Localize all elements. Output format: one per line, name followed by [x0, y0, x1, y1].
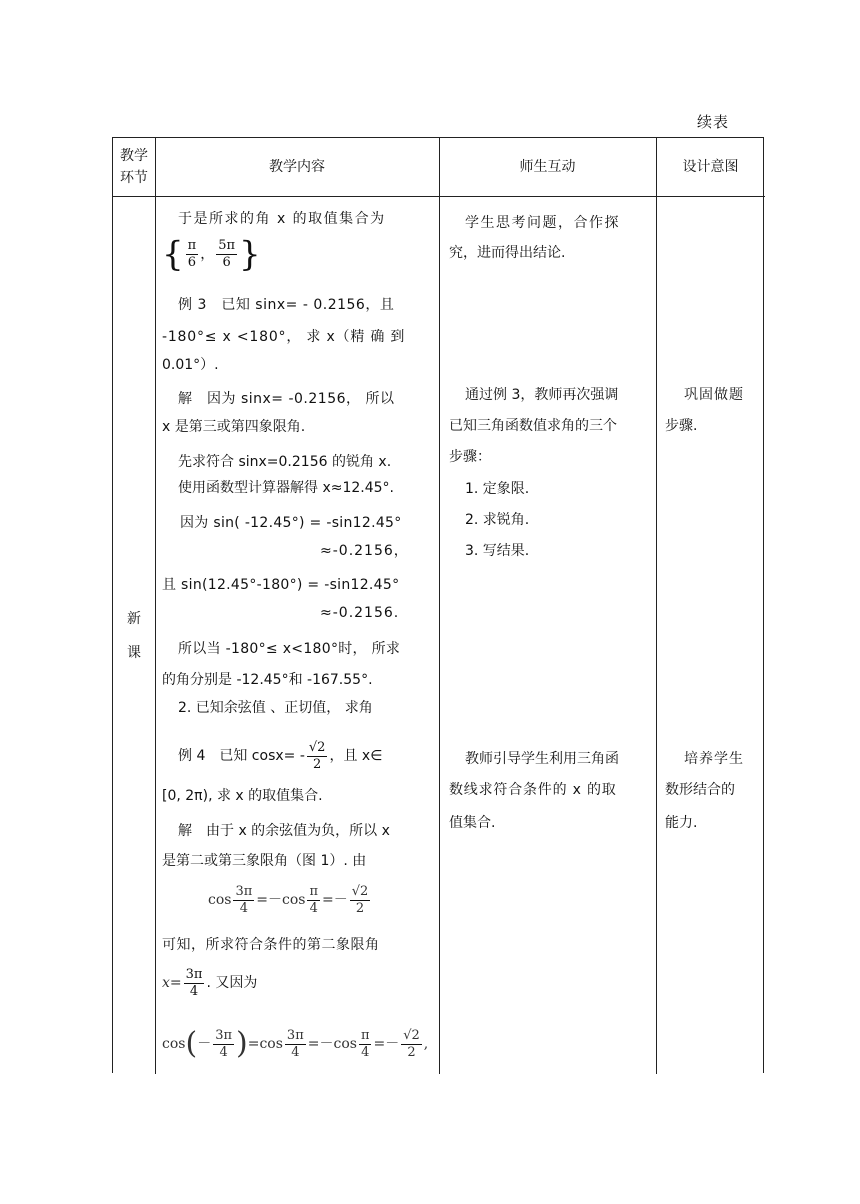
intent-line: 数形结合的: [665, 782, 735, 798]
fraction: $\frac{√2}{2}$: [403, 1027, 420, 1060]
fraction: $\frac{√2}{2}$: [351, 883, 369, 916]
interaction-line: 通过例 3，教师再次强调: [465, 387, 619, 403]
content-line: 先求符合 sinx=0.2156 的锐角 x.: [178, 454, 392, 470]
fraction: $\frac{\pi}{6}$: [187, 238, 197, 270]
section-heading: 2. 已知余弦值 、正切值， 求角: [178, 700, 373, 716]
content-line: 解 由于 x 的余弦值为负，所以 x: [178, 823, 390, 839]
interaction-step: 1. 定象限.: [465, 481, 530, 497]
content-line: x = $\frac{3\pi}{4}$ . 又因为: [162, 966, 258, 999]
intent-line: 步骤.: [665, 418, 698, 434]
continued-label: 续表: [697, 113, 730, 131]
formula-cos-3pi-4: cos $\frac{3\pi}{4}$ =－cos $\frac{\pi}{4}$ =－ $\frac{√2}{2}$: [208, 883, 369, 916]
content-line: 的角分别是 -12.45°和 -167.55°.: [162, 672, 373, 688]
content-line: -180°≤ x <180°， 求 x（精 确 到: [162, 329, 406, 345]
header-divider: [113, 196, 765, 197]
fraction: $\frac{\pi}{4}$: [360, 1027, 370, 1060]
content-line: 因为 sin( -12.45°) = -sin12.45°: [180, 515, 402, 531]
content-line: 于是所求的角 x 的取值集合为: [178, 211, 386, 227]
interaction-line: 教师引导学生利用三角函: [465, 751, 619, 767]
stage-char: 课: [127, 645, 141, 661]
content-line: 例 4 已知 cosx= - $\frac{√2}{2}$ ，且 x∈: [178, 739, 383, 772]
interaction-step: 3. 写结果.: [465, 543, 530, 559]
fraction: $\frac{3\pi}{4}$: [215, 1027, 233, 1060]
content-line: 是第二或第三象限角（图 1）. 由: [162, 853, 367, 869]
header-intent: 设计意图: [682, 159, 739, 175]
content-line: 且 sin(12.45°-180°) = -sin12.45°: [162, 577, 400, 593]
formula-cos-neg-3pi-4: cos ( － $\frac{3\pi}{4}$ ) =cos $\frac{3\pi}{4}$ =－cos $\frac{\pi}{4}$ =－ $\frac{√2}{2}$ ,: [162, 1026, 429, 1061]
fraction: $\frac{√2}{2}$: [308, 739, 326, 772]
header-interaction: 师生互动: [519, 159, 576, 175]
fraction: $\frac{3\pi}{4}$: [235, 883, 253, 916]
content-line: 可知，所求符合条件的第二象限角: [162, 937, 380, 953]
column-divider: [439, 138, 440, 1074]
intent-line: 巩固做题: [684, 387, 744, 403]
content-line: [0, 2π), 求 x 的取值集合.: [162, 788, 323, 804]
interaction-line: 值集合.: [449, 815, 496, 831]
solution-set: { $\frac{\pi}{6}$ ， $\frac{5\pi}{6}$ }: [162, 234, 261, 275]
content-line: 解 因为 sinx= -0.2156， 所以: [178, 391, 395, 407]
fraction: $\frac{5\pi}{6}$: [218, 238, 236, 270]
content-line: x 是第三或第四象限角.: [162, 419, 306, 435]
header-content: 教学内容: [269, 159, 325, 175]
interaction-line: 究，进而得出结论.: [449, 245, 566, 261]
content-line: 使用函数型计算器解得 x≈12.45°.: [178, 480, 394, 496]
column-divider: [656, 138, 657, 1074]
interaction-line: 数线求符合条件的 x 的取: [449, 782, 617, 798]
close-brace: }: [239, 234, 261, 275]
header-stage: 教学 环节: [120, 148, 148, 186]
interaction-line: 学生思考问题，合作探: [465, 215, 620, 231]
interaction-line: 已知三角函数值求角的三个: [449, 418, 617, 434]
content-line: ≈-0.2156，: [320, 543, 409, 559]
interaction-step: 2. 求锐角.: [465, 512, 530, 528]
stage-char: 新: [127, 611, 141, 627]
fraction: $\frac{3\pi}{4}$: [286, 1027, 304, 1060]
intent-line: 能力.: [665, 815, 698, 831]
content-line: ≈-0.2156.: [320, 605, 400, 621]
interaction-line: 步骤：: [449, 449, 491, 465]
column-divider: [155, 138, 156, 1074]
fraction: $\frac{3\pi}{4}$: [185, 966, 203, 999]
content-line: 0.01°）.: [162, 357, 219, 373]
open-brace: {: [162, 234, 184, 275]
intent-line: 培养学生: [684, 751, 744, 767]
content-line: 所以当 -180°≤ x<180°时， 所求: [178, 641, 401, 657]
fraction: $\frac{\pi}{4}$: [309, 883, 319, 916]
content-line: 例 3 已知 sinx= - 0.2156，且: [178, 297, 395, 313]
